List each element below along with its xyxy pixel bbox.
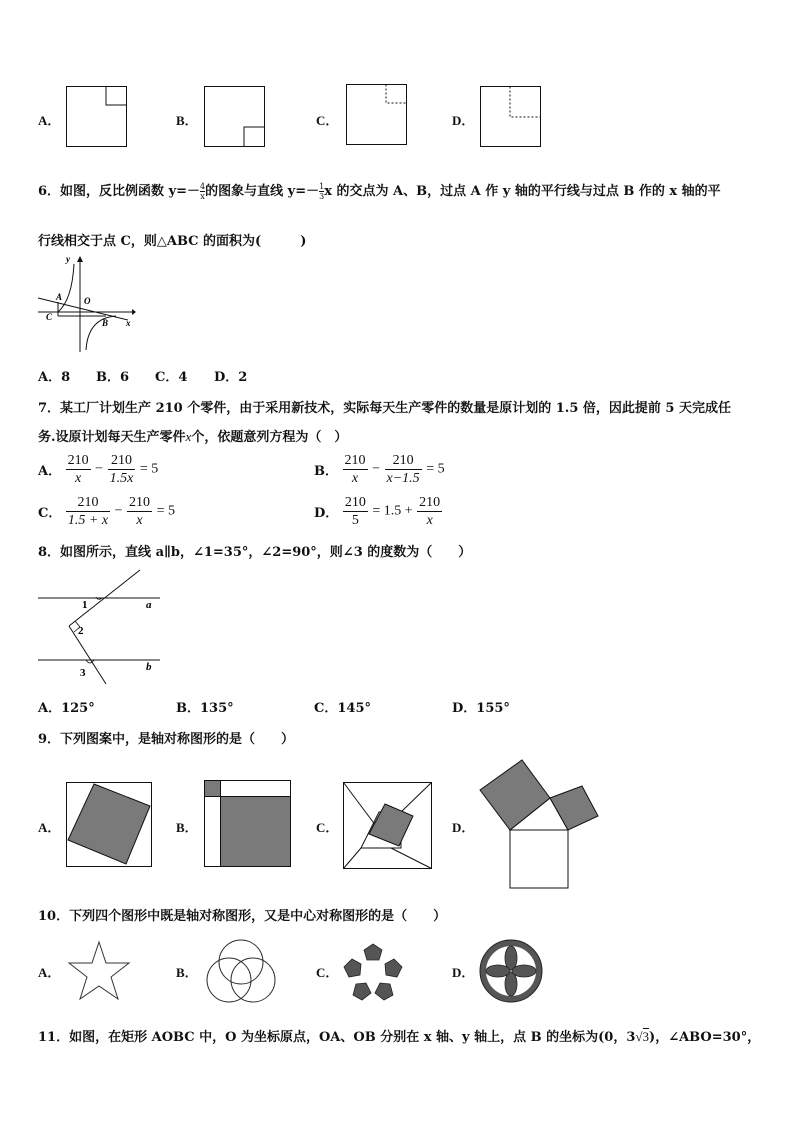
q11-text-a: 11．如图，在矩形 AOBC 中，O 为坐标原点，OA、OB 分别在 x 轴、y 轴上，点 B 的坐标为(0，3 (38, 1030, 636, 1045)
q5-figure-d (480, 86, 542, 148)
q8-angle2-label: 2 (78, 625, 84, 637)
q6-fig-c-label: C (46, 312, 53, 322)
q10-three-circles-figure (204, 938, 278, 1004)
q9-question: 9．下列图案中，是轴对称图形的是（ ） (38, 732, 295, 747)
rhs: = 5 (156, 503, 175, 519)
q7-option-d-frac1 (343, 494, 368, 529)
operator: − (372, 461, 380, 477)
q7-option-b-frac2 (385, 452, 422, 487)
frac-den: x (426, 513, 433, 528)
q7-option-a-frac2 (108, 452, 136, 487)
frac-den: x (75, 471, 82, 486)
q5-option-a-label: A． (38, 113, 61, 128)
frac-num: 210 (419, 495, 441, 510)
rhs: = 5 (139, 461, 159, 477)
q5-figure-b (204, 86, 266, 148)
q6-m-num: 1 (319, 182, 325, 191)
q9-option-a-label: A． (38, 820, 61, 835)
q6-text-c: x 的交点为 A、B，过点 A 作 y 轴的平行线与过点 B 作的 x 轴的平 (324, 184, 721, 199)
q6-option-b: B．6 (96, 370, 130, 385)
q6-fig-x-label: x (126, 318, 131, 328)
q6-k-den: x (200, 192, 205, 201)
q7-option-c (38, 494, 175, 529)
q7-option-d-frac2 (417, 494, 442, 529)
q6-fig-a-label: A (56, 292, 63, 302)
q11-sqrt-value: 3 (642, 1029, 650, 1044)
q6-option-d: D．2 (214, 370, 248, 385)
q6-line2: 行线相交于点 C，则△ABC 的面积为( ) (38, 234, 307, 249)
q8-option-d: D．155° (452, 701, 510, 716)
q10-flower-circle-figure (478, 938, 544, 1004)
frac-den: x (351, 471, 359, 486)
q6-k-num: 4 (200, 182, 206, 191)
q9-figure-c (343, 782, 433, 870)
q11-sqrt: √3 (635, 1029, 650, 1044)
q7-line1: 7．某工厂计划生产 210 个零件，由于采用新技术，实际每天生产零件的数量是原计划的 1.5 倍，因此提前 5 天完成任 (38, 401, 731, 416)
frac-num: 210 (66, 494, 110, 512)
frac-den: x−1.5 (386, 471, 420, 486)
q7-option-b (314, 452, 445, 487)
operator: = 1.5 + (372, 503, 413, 519)
q5-option-b-label: B． (176, 113, 198, 128)
q10-option-d-label: D． (452, 965, 475, 980)
q10-option-c-label: C． (316, 965, 339, 980)
frac-den: 1.5x (109, 471, 134, 486)
q10-option-b-label: B． (176, 965, 198, 980)
q8-question: 8．如图所示，直线 a∥b，∠1=35°，∠2=90°，则∠3 的度数为（ ） (38, 545, 472, 560)
q7-option-c-frac1 (66, 494, 110, 529)
operator: − (95, 461, 104, 477)
frac-den: x (136, 513, 143, 528)
q6-fig-y-label: y (66, 254, 70, 264)
q7-option-b-frac1 (343, 452, 368, 487)
q7-line2 (38, 426, 347, 445)
q6-graph-figure (36, 254, 136, 354)
q9-figure-b (204, 780, 292, 868)
frac-num: 210 (385, 452, 422, 470)
frac-den: 5 (351, 513, 359, 528)
q6-text-a: 6．如图，反比例函数 y=－ (38, 184, 201, 199)
q5-figure-a (66, 86, 128, 148)
q7-line2-b: 个，依题意列方程为（ ） (191, 430, 348, 445)
q8-angle1-label: 1 (82, 599, 88, 611)
q9-figure-a (66, 782, 154, 868)
q8-line-a-label: a (146, 599, 152, 611)
q5-option-d-label: D． (452, 113, 475, 128)
q7-option-c-frac2 (127, 494, 152, 529)
q8-parallel-lines-figure (36, 566, 166, 686)
q7-option-c-label: C． (38, 506, 62, 521)
q6-text-b: 的图象与直线 y=－ (205, 184, 320, 199)
q8-option-a: A．125° (38, 701, 95, 716)
frac-den: 1.5 + x (67, 513, 109, 528)
frac-num: 210 (67, 453, 89, 468)
q6-fig-b-label: B (102, 318, 109, 328)
q5-figure-c (346, 84, 408, 146)
q6-line1 (38, 180, 721, 201)
q6-option-a: A．8 (38, 370, 71, 385)
q11-text-b: )，∠ABO=30°， (649, 1030, 761, 1045)
q6-m-den: 3 (319, 192, 325, 201)
q7-option-a-label: A． (38, 464, 62, 479)
q7-option-d-label: D． (314, 506, 339, 521)
frac-num: 210 (344, 453, 366, 468)
q11-question (38, 1026, 760, 1045)
q7-var: x (185, 429, 192, 444)
q10-option-a-label: A． (38, 965, 61, 980)
q8-angle3-label: 3 (80, 667, 86, 679)
q7-option-a (38, 452, 158, 487)
q6-option-c: C．4 (155, 370, 188, 385)
frac-num: 210 (344, 495, 366, 510)
q7-line2-a: 务.设原计划每天生产零件 (38, 430, 186, 445)
frac-num: 210 (108, 452, 136, 470)
q5-option-c-label: C． (316, 113, 339, 128)
q8-line-b-label: b (146, 661, 152, 673)
rhs: = 5 (426, 461, 445, 477)
q10-pentagons-figure (342, 942, 404, 1002)
q8-option-b: B．135° (176, 701, 234, 716)
q9-option-b-label: B． (176, 820, 198, 835)
q9-option-d-label: D． (452, 820, 475, 835)
q7-option-b-label: B． (314, 464, 338, 479)
operator: − (114, 503, 123, 519)
q6-fig-o-label: O (84, 296, 91, 306)
q7-option-d (314, 494, 442, 529)
q10-question: 10．下列四个图形中既是轴对称图形，又是中心对称图形的是（ ） (38, 909, 447, 924)
frac-num: 210 (129, 495, 151, 510)
q10-star-figure (66, 940, 132, 1002)
q9-figure-d (478, 758, 600, 892)
q9-option-c-label: C． (316, 820, 339, 835)
q8-option-c: C．145° (314, 701, 371, 716)
q7-option-a-frac1 (66, 452, 91, 487)
